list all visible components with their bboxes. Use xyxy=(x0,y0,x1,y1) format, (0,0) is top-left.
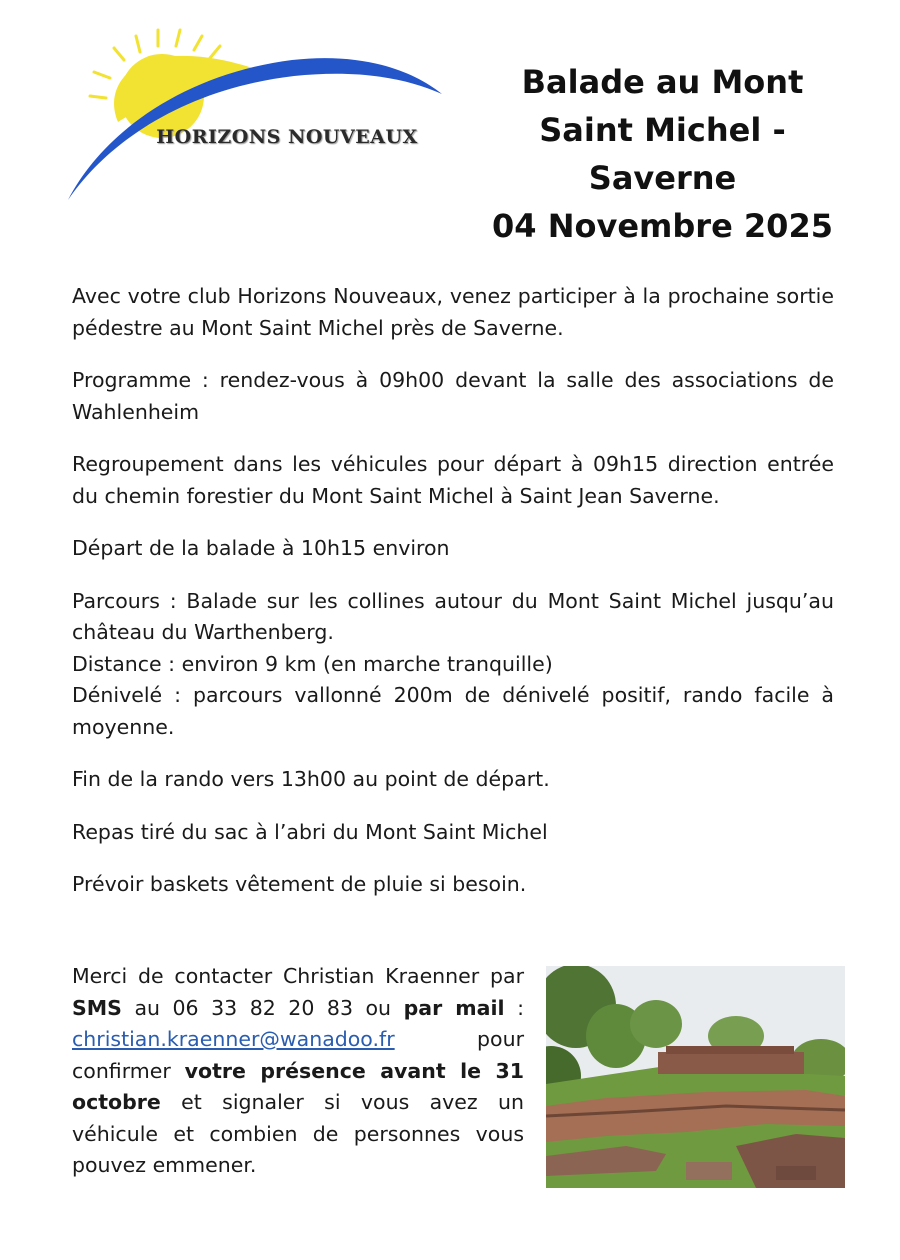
logo-text: HORIZONS NOUVEAUX xyxy=(156,126,418,148)
mail-label: par mail xyxy=(403,995,505,1020)
sun-arc-icon xyxy=(62,24,482,208)
denivele-line: Dénivelé : parcours vallonné 200m de dénivelé positif, rando facile à moyenne. xyxy=(72,683,834,739)
sms-label: SMS xyxy=(72,995,122,1020)
title-line: Balade au Mont xyxy=(521,63,804,101)
repas-paragraph: Repas tiré du sac à l’abri du Mont Saint Michel xyxy=(72,819,548,844)
presence-deadline: votre présence avant le 31 octobre xyxy=(72,1058,524,1114)
contact-text: pour confirmer xyxy=(72,1027,524,1083)
email-link[interactable]: christian.kraenner@wanadoo.fr xyxy=(72,1027,395,1051)
contact-text: Merci de contacter Christian Kraenner par xyxy=(72,964,524,988)
body-text xyxy=(72,281,834,922)
contact-text: au 06 33 82 20 83 ou xyxy=(121,995,404,1020)
fin-paragraph: Fin de la rando vers 13h00 au point de départ. xyxy=(72,767,550,791)
contact-text: : xyxy=(504,995,524,1020)
contact-text: et signaler si vous avez un véhicule et combien de personnes vous pouvez emmener. xyxy=(72,1090,524,1177)
intro-paragraph: Avec votre club Horizons Nouveaux, venez participer à la prochaine sortie pédestre au Mont Saint Michel près de Saverne. xyxy=(72,284,834,340)
title-line: Saverne xyxy=(588,159,737,197)
contact-paragraph xyxy=(72,961,524,1182)
photo-illustration xyxy=(546,966,845,1188)
prevoir-paragraph: Prévoir baskets vêtement de pluie si besoin. xyxy=(72,872,527,896)
club-logo xyxy=(62,24,482,208)
ruins-photo xyxy=(546,966,845,1188)
regroupement-paragraph: Regroupement dans les véhicules pour départ à 09h15 direction entrée du chemin forestier du Mont Saint Michel à Saint Jean Saverne. xyxy=(72,452,834,508)
programme-paragraph: Programme : rendez-vous à 09h00 devant la salle des associations de Wahlenheim xyxy=(72,368,834,424)
title-line: Saint Michel - xyxy=(539,111,786,149)
depart-paragraph: Départ de la balade à 10h15 environ xyxy=(72,536,450,560)
parcours-line: Parcours : Balade sur les collines autour du Mont Saint Michel jusqu’au château du Warthenberg. xyxy=(72,588,834,644)
title-date: 04 Novembre 2025 xyxy=(492,207,833,245)
page-title xyxy=(490,58,835,250)
distance-line: Distance : environ 9 km (en marche tranquille) xyxy=(72,651,553,676)
